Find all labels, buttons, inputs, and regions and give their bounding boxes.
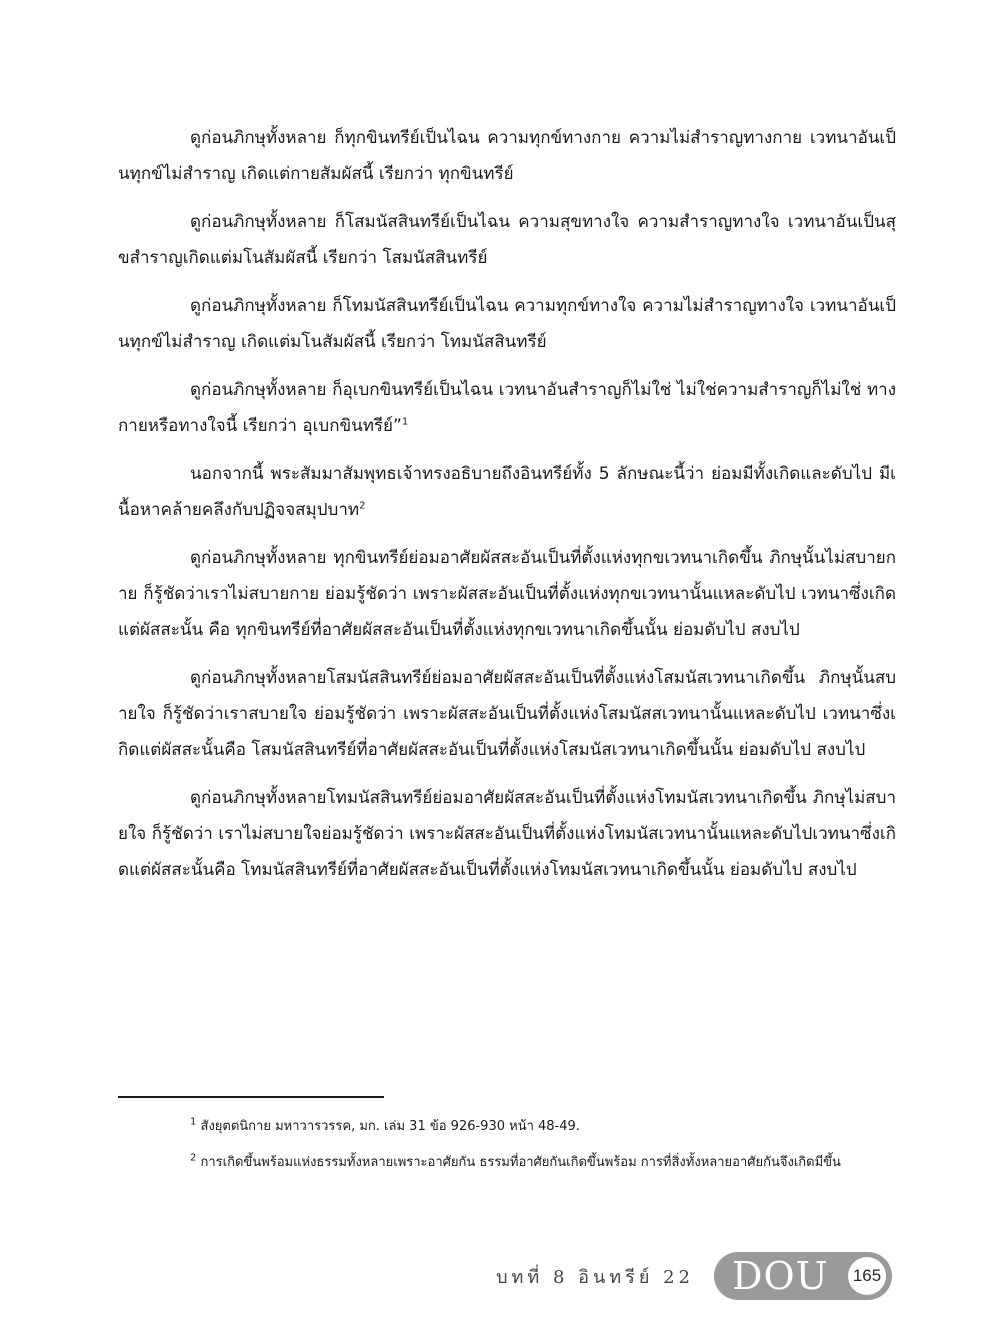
logo-text: DOU: [732, 1254, 829, 1298]
paragraph: ดูก่อนภิกษุทั้งหลายโสมนัสสินทรีย์ย่อมอาศัยผัสสะอันเป็นที่ตั้งแห่งโสมนัสเวทนาเกิดขึ้น ภิกษุนั้นสบายใจ ก็รู้ชัดว่าเราสบายใจ ย่อมรู้ชัดว่า เพราะผัสสะอันเป็นที่ตั้งแห่งโสมนัสสเวทนานั้นแหละดับไป เวทนาซึ่งเกิดแต่ผัสสะนั้นคือ โสมนัสสินทรีย์ที่อาศัยผัสสะอันเป็นที่ตั้งแห่งโสมนัสเวทนาเกิดขึ้นนั้น ย่อมดับไป สงบไป: [118, 668, 896, 760]
paragraph: ดูก่อนภิกษุทั้งหลายโทมนัสสินทรีย์ย่อมอาศัยผัสสะอันเป็นที่ตั้งแห่งโทมนัสเวทนาเกิดขึ้น ภิกษุไม่สบายใจ ก็รู้ชัดว่า เราไม่สบายใจย่อมรู้ชัดว่า เพราะผัสสะอันเป็นที่ตั้งแห่งโทมนัสเวทนานั้นแหละดับไปเวทนาซึ่งเกิดแต่ผัสสะนั้นคือ โทมนัสสินทรีย์ที่อาศัยผัสสะอันเป็นที่ตั้งแห่งโทมนัสเวทนาเกิดขึ้นนั้น ย่อมดับไป สงบไป: [118, 788, 896, 880]
paragraph: ดูก่อนภิกษุทั้งหลาย ก็โสมนัสสินทรีย์เป็นไฉน ความสุขทางใจ ความสำราญทางใจ เวทนาอันเป็นสุขสำราญเกิดแต่มโนสัมผัสนี้ เรียกว่า โสมนัสสินทรีย์: [118, 212, 896, 268]
page-footer: [0, 1252, 1000, 1300]
main-text: [118, 120, 896, 900]
footnote: [118, 1150, 896, 1176]
paragraph: ดูก่อนภิกษุทั้งหลาย ก็โทมนัสสินทรีย์เป็นไฉน ความทุกข์ทางใจ ความไม่สำราญทางใจ เวทนาอันเป็นทุกข์ไม่สำราญ เกิดแต่มโนสัมผัสนี้ เรียกว่า โทมนัสสินทรีย์: [118, 296, 896, 352]
footnote-ref[interactable]: 1: [401, 416, 409, 428]
paragraph: ดูก่อนภิกษุทั้งหลาย ก็อุเบกขินทรีย์เป็นไฉน เวทนาอันสำราญก็ไม่ใช่ ไม่ใช่ความสำราญก็ไม่ใช่ ทางกายหรือทางใจนี้ เรียกว่า อุเบกขินทรีย์”$^1$: [118, 380, 896, 436]
footnote-text: สังยุตตนิกาย มหาวารวรรค, มก. เล่ม 31 ข้อ 926-930 หน้า 48-49.: [200, 1119, 580, 1134]
footnote: [118, 1114, 896, 1140]
paragraph: ดูก่อนภิกษุทั้งหลาย ก็ทุกขินทรีย์เป็นไฉน ความทุกข์ทางกาย ความไม่สำราญทางกาย เวทนาอันเป็นทุกข์ไม่สำราญ เกิดแต่กายสัมผัสนี้ เรียกว่า ทุกขินทรีย์: [118, 128, 896, 184]
paragraph: ดูก่อนภิกษุทั้งหลาย ทุกขินทรีย์ย่อมอาศัยผัสสะอันเป็นที่ตั้งแห่งทุกขเวทนาเกิดขึ้น ภิกษุนั้นไม่สบายกาย ก็รู้ชัดว่าเราไม่สบายกาย ย่อมรู้ชัดว่า เพราะผัสสะอันเป็นที่ตั้งแห่งทุกขเวทนานั้นแหละดับไป เวทนาซึ่งเกิดแต่ผัสสะนั้น คือ ทุกขินทรีย์ที่อาศัยผัสสะอันเป็นที่ตั้งแห่งทุกขเวทนาเกิดขึ้นนั้น ย่อมดับไป สงบไป: [118, 548, 896, 640]
footnote-ref[interactable]: 2: [359, 500, 366, 512]
footnote-number: 2: [190, 1152, 197, 1164]
page-number: 165: [848, 1257, 886, 1295]
chapter-title: บทที่ 8 อินทรีย์ 22: [496, 1267, 694, 1288]
footnote-text: การเกิดขึ้นพร้อมแห่งธรรมทั้งหลายเพราะอาศัยกัน ธรรมที่อาศัยกันเกิดขึ้นพร้อม การที่สิ่งทั้งหลายอาศัยกันจึงเกิดมีขึ้น: [200, 1155, 841, 1170]
dou-logo: [714, 1252, 892, 1300]
footnotes: [118, 1114, 896, 1186]
footnote-divider: [118, 1096, 384, 1098]
paragraph: นอกจากนี้ พระสัมมาสัมพุทธเจ้าทรงอธิบายถึงอินทรีย์ทั้ง 5 ลักษณะนี้ว่า ย่อมมีทั้งเกิดและดับไป มีเนื้อหาคล้ายคลึงกับปฏิจจสมุปบาท$^2$: [118, 464, 896, 520]
footnote-number: 1: [190, 1116, 197, 1128]
